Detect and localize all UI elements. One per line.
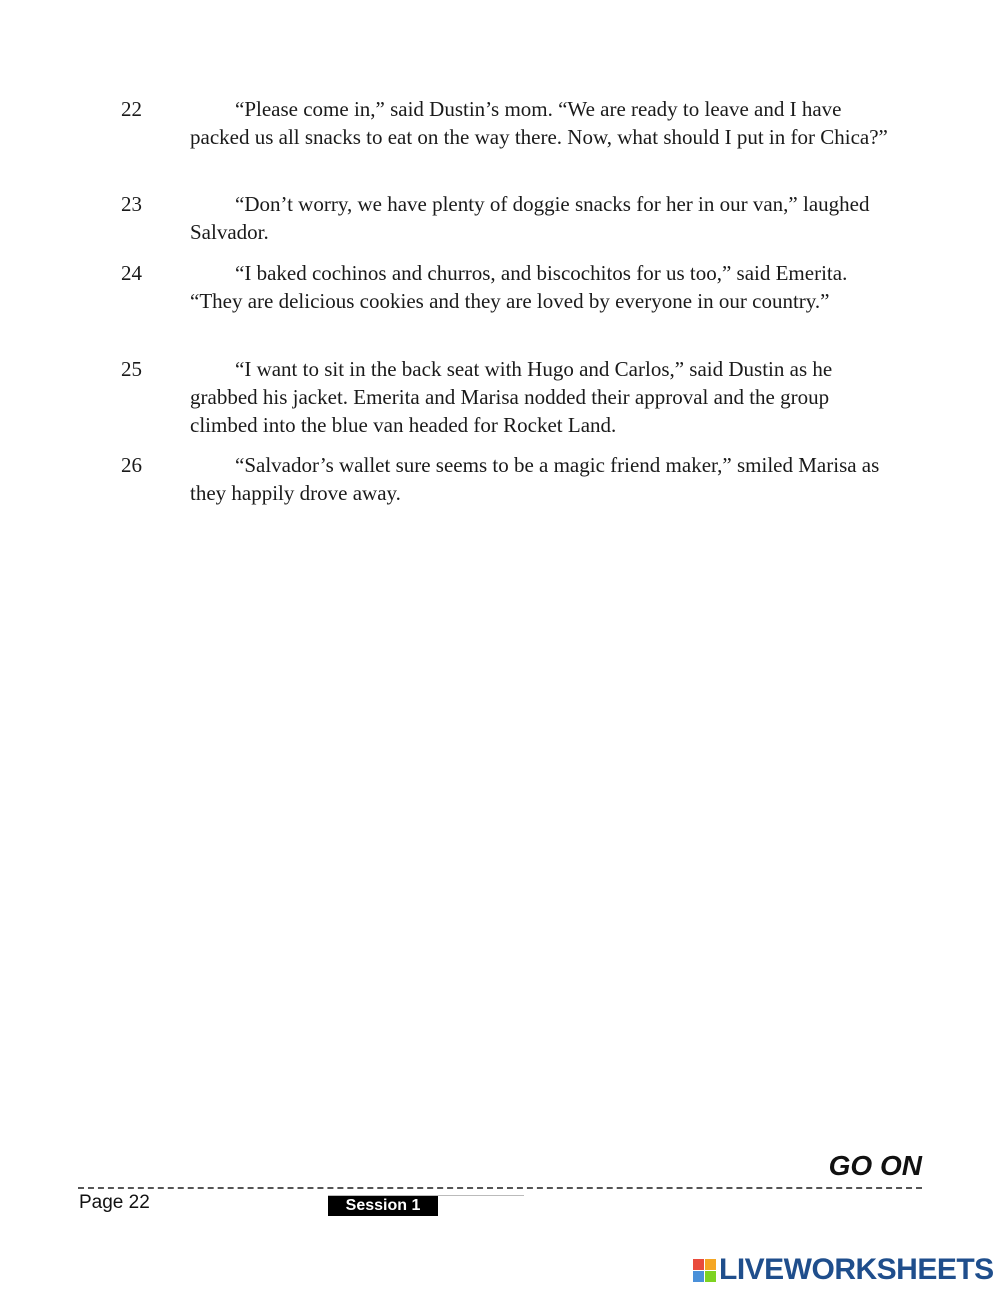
paragraph-text: “I want to sit in the back seat with Hugo and Carlos,” said Dustin as he grabbed his jacket. Emerita and Marisa nodded their approval and the group climbed into the blue van headed for Rocket Land. bbox=[190, 357, 833, 437]
liveworksheets-logo bbox=[693, 1255, 994, 1285]
paragraph-number: 23 bbox=[121, 192, 142, 216]
page-number: Page 22 bbox=[79, 1192, 150, 1213]
paragraph-number: 26 bbox=[121, 453, 142, 477]
session-badge: Session 1 bbox=[328, 1196, 438, 1216]
paragraph-text: “Please come in,” said Dustin’s mom. “We are ready to leave and I have packed us all snacks to eat on the way there. Now, what should I put in for Chica?” bbox=[190, 97, 888, 149]
paragraph-text: “Don’t worry, we have plenty of doggie snacks for her in our van,” laughed Salvador. bbox=[190, 192, 870, 244]
logo-blocks-icon bbox=[693, 1259, 716, 1282]
logo-text: LIVEWORKSHEETS bbox=[719, 1253, 994, 1286]
go-on-label: GO ON bbox=[828, 1150, 922, 1181]
paragraph-text: “I baked cochinos and churros, and biscochitos for us too,” said Emerita. “They are delicious cookies and they are loved by everyone in our country.” bbox=[190, 261, 848, 313]
paragraph-number: 25 bbox=[121, 357, 142, 381]
paragraph-text: “Salvador’s wallet sure seems to be a magic friend maker,” smiled Marisa as they happily drove away. bbox=[190, 453, 880, 505]
paragraph-number: 22 bbox=[121, 97, 142, 121]
footer-divider bbox=[78, 1187, 922, 1189]
paragraph-number: 24 bbox=[121, 261, 142, 285]
